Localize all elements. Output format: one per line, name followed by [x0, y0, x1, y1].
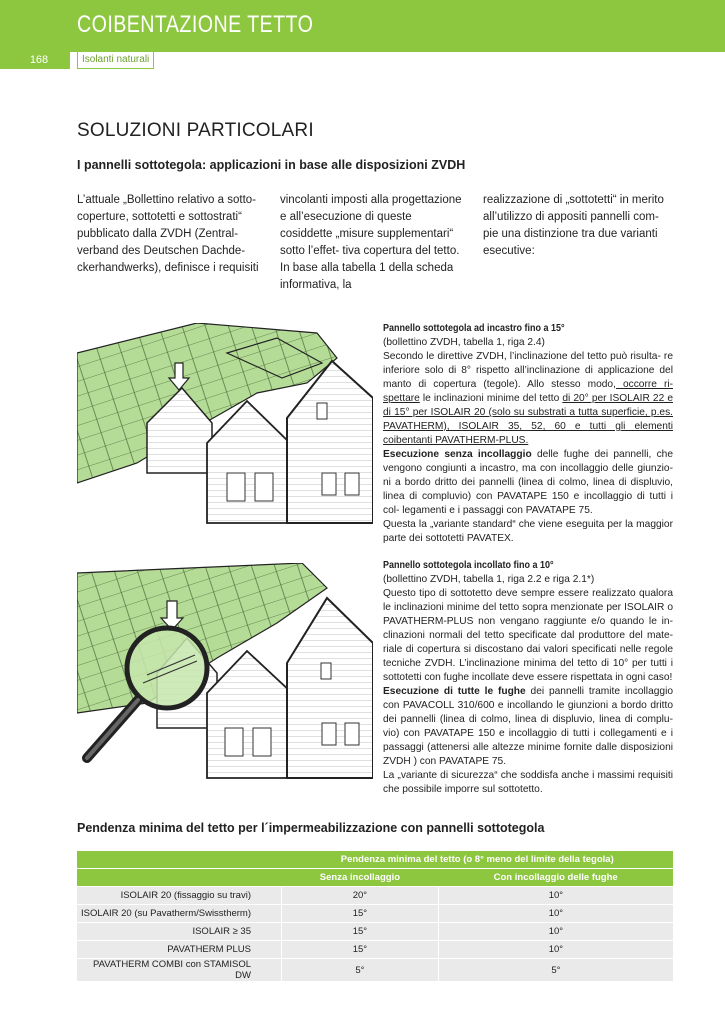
block-paragraph [383, 685, 673, 769]
intro-column-2: vincolanti imposti alla progettazione e all’esecuzione di queste cosiddette „misure supplementari“ sotto l’effet- tiva copertura del tetto. In base alla tabella 1 della scheda informativa, la [280, 194, 462, 291]
header-title: COIBENTAZIONE TETTO [77, 11, 314, 38]
text-fragment: dei pannelli tramite incollaggio con PAVACOLL 310/600 e incollando le giunzioni a bordo dritto dei pannelli (linea di colmo, linea di displuvio, linea di complu- vio) con PAVATAPE 150 e incollaggio di tutti i collegamenti e i passaggi (attenersi alle altezze minime fornite dalle disposizioni ZVDH ) con PAVATAPE 75. [383, 686, 673, 767]
table-row [77, 941, 673, 959]
text-fragment: occorre ri- spettare [383, 379, 673, 404]
table-cell-label: PAVATHERM COMBI con STAMISOL DW [77, 959, 282, 982]
table-cell-label: ISOLAIR 20 (su Pavatherm/Swisstherm) [77, 905, 282, 923]
section-title: SOLUZIONI PARTICOLARI [77, 120, 314, 141]
block-reference: (bollettino ZVDH, tabella 1, riga 2.4) [383, 337, 545, 348]
table-row [77, 887, 673, 905]
table-title: Pendenza minima del tetto per l´impermeabilizzazione con pannelli sottotegola [77, 821, 545, 835]
block-paragraph [383, 448, 673, 518]
text-fragment: di 20° per ISOLAIR 22 e di 15° per ISOLAIR 20 (solo su substrati a tutta superficie, p.es. PAVATHERM), ISOLAIR 35, 52, 60 e tutti gli elementi coibentanti PAVATHERM-PLUS. [383, 393, 673, 446]
table-cell: 5° [438, 959, 673, 982]
block-title: Pannello sottotegola ad incastro fino a 15° [383, 323, 565, 334]
intro-column-1: L’attuale „Bollettino relativo a sotto- coperture, sottotetti e sottostrati“ pubblicato dalla ZVDH (Zentral- verband des Deutschen Dachde- ckerhandwerks), definisce i requisiti [77, 194, 259, 274]
table-cell: 15° [282, 941, 439, 959]
table-group-header-row [77, 851, 673, 869]
text-block-interlocking [383, 322, 673, 546]
block-paragraph [383, 350, 673, 448]
block-paragraph: Questa la „variante standard“ che viene eseguita per la maggior parte dei sottotetti PAVATEX. [383, 519, 673, 544]
block-reference: (bollettino ZVDH, tabella 1, riga 2.2 e riga 2.1*) [383, 574, 595, 585]
text-fragment: Secondo le direttive ZVDH, l’inclinazione del tetto può risulta- re inferiore solo di 8° rispetto all’inclinazione di applicazione del manto di copertura (tegole). Allo stesso modo, [383, 351, 673, 390]
table-header-col2: Con incollaggio delle fughe [438, 869, 673, 887]
text-block-glued [383, 559, 673, 797]
table-cell: 20° [282, 887, 439, 905]
text-fragment: delle fughe dei pannelli, che vengono congiunti a incastro, ma con incollaggio delle giunzio- ni a bordo dritto dei pannelli (linea di colmo, linea di displuvio, linea di compluvio) con PAVATAPE 150 e incollaggio di tutti i col- legamenti e i passaggi con PAVATAPE 75. [383, 449, 673, 516]
table-cell: 10° [438, 905, 673, 923]
table-row [77, 905, 673, 923]
page-number: 168 [0, 52, 70, 69]
section-tab: Isolanti naturali [77, 52, 154, 69]
roof-illustration-interlocking [77, 323, 373, 533]
table-cell-label: ISOLAIR ≥ 35 [77, 923, 282, 941]
table-row [77, 923, 673, 941]
table-cell-label: ISOLAIR 20 (fissaggio su travi) [77, 887, 282, 905]
table-cell-label: PAVATHERM PLUS [77, 941, 282, 959]
table-cell: 10° [438, 887, 673, 905]
table-row [77, 959, 673, 982]
table-cell: 15° [282, 905, 439, 923]
table-header-row [77, 869, 673, 887]
text-fragment: Esecuzione di tutte le fughe [383, 686, 526, 697]
section-subtitle: I pannelli sottotegola: applicazioni in base alle disposizioni ZVDH [77, 158, 466, 172]
text-fragment: le inclinazioni minime del tetto [419, 393, 563, 404]
header-bar [0, 0, 725, 52]
text-fragment: Esecuzione senza incollaggio [383, 449, 532, 460]
table-cell: 10° [438, 941, 673, 959]
table-cell: 15° [282, 923, 439, 941]
block-paragraph: La „variante di sicurezza“ che soddisfa anche i massimi requisiti che possibile imporre sul sottotetto. [383, 770, 673, 795]
block-title: Pannello sottotegola incollato fino a 10° [383, 560, 554, 571]
block-paragraph: Questo tipo di sottotetto deve sempre essere realizzato qualora le inclinazioni minime del tetto sopra menzionate per ISOLAIR o PAVATHERM-PLUS non vengano raggiunte e/o quando le in- clinazioni normali del tetto specificate dal produttore del mate- riale di copertura si discostano dai valori specificati nelle regole tecniche ZVDH. L’inclinazione minima del tetto di 10° per tutti i sottotetti con fughe incollate deve essere rispettata in ogni caso! [383, 588, 673, 683]
table-header-col1: Senza incollaggio [282, 869, 439, 887]
intro-column-3: realizzazione di „sottotetti“ in merito all’utilizzo di appositi pannelli com- pie una distinzione tra due varianti esecutive: [483, 194, 664, 257]
table-cell: 10° [438, 923, 673, 941]
table-header-blank [77, 851, 282, 869]
table-header-blank [77, 869, 282, 887]
table-group-header: Pendenza minima del tetto (o 8° meno del limite della tegola) [282, 851, 674, 869]
slope-table [77, 851, 673, 982]
table-cell: 5° [282, 959, 439, 982]
roof-illustration-glued [77, 563, 373, 813]
